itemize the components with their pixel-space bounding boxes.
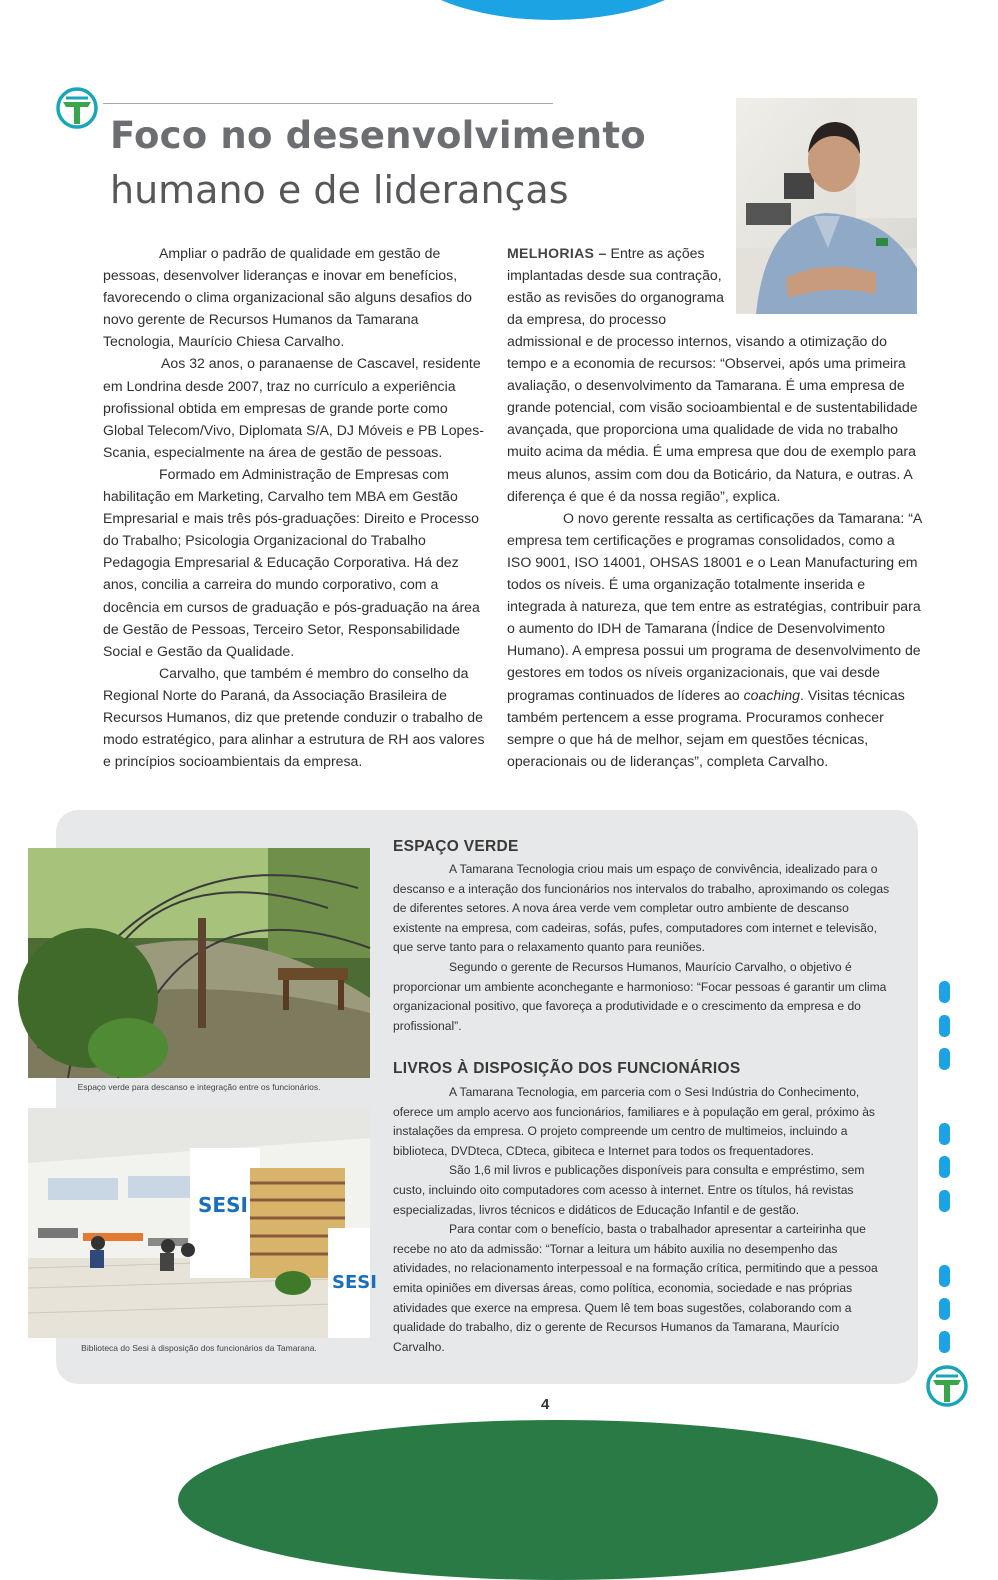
library-photo [28,1108,377,1338]
margin-dash [939,1190,950,1212]
right-column-top [507,242,729,330]
right-column-intro: Entre as ações implantadas desde sua contração, estão as revisões do organograma da empresa, do processo [507,245,725,328]
espaco-verde-paragraph-1: A Tamarana Tecnologia criou mais um espaço de convivência, idealizado para o descanso e a interação dos funcionários nos intervalos do trabalho, aproximando os colegas de diferentes setores. A nova área verde vem completar outro ambiente de descanso existente na empresa, com cadeiras, sofás, pufes, computadores com internet e televisão, que serve tanto para o relaxamento quanto para reuniões. [393,862,890,955]
espaco-verde-paragraph-2: Segundo o gerente de Recursos Humanos, Maurício Carvalho, o objetivo é proporcionar um ambiente aconchegante e harmonioso: “Focar pessoas é garantir um clima organizacional positivo, que favoreça a produtividade e o crescimento da empresa e do profissional”. [393,959,887,1033]
title-rule [103,103,553,104]
green-space-caption: Espaço verde para descanso e integração entre os funcionários. [77,1082,321,1092]
top-blue-arc [398,0,708,20]
page-title-line2: humano e de lideranças [110,168,569,212]
margin-dash [939,981,950,1003]
margin-dash [939,1331,950,1353]
page-title-line1: Foco no desenvolvimento [110,114,646,157]
bottom-green-arc [178,1420,938,1580]
tamarana-logo-icon [55,86,99,130]
left-paragraph-4: Carvalho, que também é membro do conselho da Regional Norte do Paraná, da Associação Brasileira de Recursos Humanos, diz que pretende conduzir o trabalho de modo estratégico, para alinhar a estrutura de RH aos valores e princípios socioambientais da empresa. [103,664,485,770]
left-paragraph-1: Ampliar o padrão de qualidade em gestão de pessoas, desenvolver lideranças e inovar em benefícios, favorecendo o clima organizacional são alguns desafios do novo gerente de Recursos Humanos da Tamarana Tecnologia, Maurício Chiesa Carvalho. [103,245,473,350]
right-paragraph-2: O novo gerente ressalta as certificações da Tamarana: “A empresa tem certificações e programas consolidados, como a ISO 9001, ISO 14001, OHSAS 18001 e o Lean Manufacturing em todos os níveis. É uma organização totalmente inserida e integrada à natureza, que tem entre as estratégias, contribuir para o aumento do IDH de Tamarana (Índice de Desenvolvimento Humano). A empresa possui um programa de desenvolvimento de gestores em todos os níveis organizacionais, que vai desde programas continuados de líderes ao coaching. Visitas técnicas também pertencem a esse programa. Procuramos conhecer sempre o que há de melhor, sejam em questões técnicas, operacionais ou de lideranças”, completa Carvalho. [507,509,922,769]
livros-paragraph-2: São 1,6 mil livros e publicações disponíveis para consulta e empréstimo, sem custo, incluindo oito computadores com acesso à internet. Entre os títulos, há revistas especializadas, livros técnicos e didáticos de Educação Infantil e de gestão. [393,1163,865,1217]
margin-dash [939,1265,950,1287]
manager-photo [736,98,917,314]
espaco-verde-text [393,860,893,1036]
sesi-sign-lower: SESI [332,1272,377,1293]
left-column [103,242,485,772]
margin-dash [939,1048,950,1070]
margin-dash [939,1156,950,1178]
livros-text [393,1083,893,1357]
right-paragraph-1: admissional e de processo internos, visando a otimização do tempo e a economia de recursos: “Observei, após uma primeira avaliação, o desenvolvimento da Tamarana. É uma empresa de grande potencial, com visão socioambiental e de sustentabilidade avançada, que proporciona uma qualidade de vida no trabalho muito acima da média. É uma empresa que dou de exemplo para meus alunos, assim com dou da Boticário, da Natura, e outras. A diferença é que é da nossa região”, explica. [507,333,918,504]
tamarana-logo-icon-bottom [925,1364,969,1408]
livros-paragraph-3: Para contar com o benefício, basta o trabalhador apresentar a carteirinha que recebe no ato da admissão: “Tornar a leitura um hábito auxilia no desempenho das atividades, no relacionamento interpessoal e na formação crítica, permitindo que a pessoa emita opiniões em diversas áreas, como política, economia, sociedade e nas próprias atividades que exerce na empresa. Quem lê tem boas sugestões, colaborando com a qualidade do trabalho, diz o gerente de Recursos Humanos da Tamarana, Maurício Carvalho. [393,1222,878,1354]
margin-dash [939,1298,950,1320]
right-column-body [507,330,922,772]
livros-heading: LIVROS À DISPOSIÇÃO DOS FUNCIONÁRIOS [393,1060,741,1077]
page-number: 4 [541,1396,550,1413]
sesi-sign-upper: SESI [198,1193,248,1217]
margin-dash [939,1123,950,1145]
espaco-verde-heading: ESPAÇO VERDE [393,838,519,855]
melhorias-heading: MELHORIAS – [507,245,607,261]
left-paragraph-2: Aos 32 anos, o paranaense de Cascavel, residente em Londrina desde 2007, traz no currículo a experiência profissional obtida em empresas de grande porte como Global Telecom/Vivo, Diplomata S/A, DJ Móveis e PB Lopes-Scania, especialmente na área de gestão de pessoas. [103,355,484,460]
library-caption: Biblioteca do Sesi à disposição dos funcionários da Tamarana. [81,1343,317,1353]
margin-dash [939,1015,950,1037]
green-space-photo [28,848,370,1078]
coaching-emphasis: coaching [743,686,801,703]
left-paragraph-3: Formado em Administração de Empresas com habilitação em Marketing, Carvalho tem MBA em Gestão Empresarial e mais três pós-graduações: Direito e Processo do Trabalho; Psicologia Organizacional do Trabalho Pedagogia Empresarial & Educação Corporativa. Há dez anos, concilia a carreira do mundo corporativo, com a docência em cursos de graduação e pós-graduação na área de Gestão de Pessoas, Terceiro Setor, Responsabilidade Social e Gestão da Qualidade. [103,465,480,659]
livros-paragraph-1: A Tamarana Tecnologia, em parceria com o Sesi Indústria do Conhecimento, oferece um amplo acervo aos funcionários, familiares e à população em geral, próximo às instalações da empresa. O projeto compreende um centro de multimeios, incluindo a biblioteca, DVDteca, CDteca, gibiteca e Internet para todos os frequentadores. [393,1085,875,1158]
